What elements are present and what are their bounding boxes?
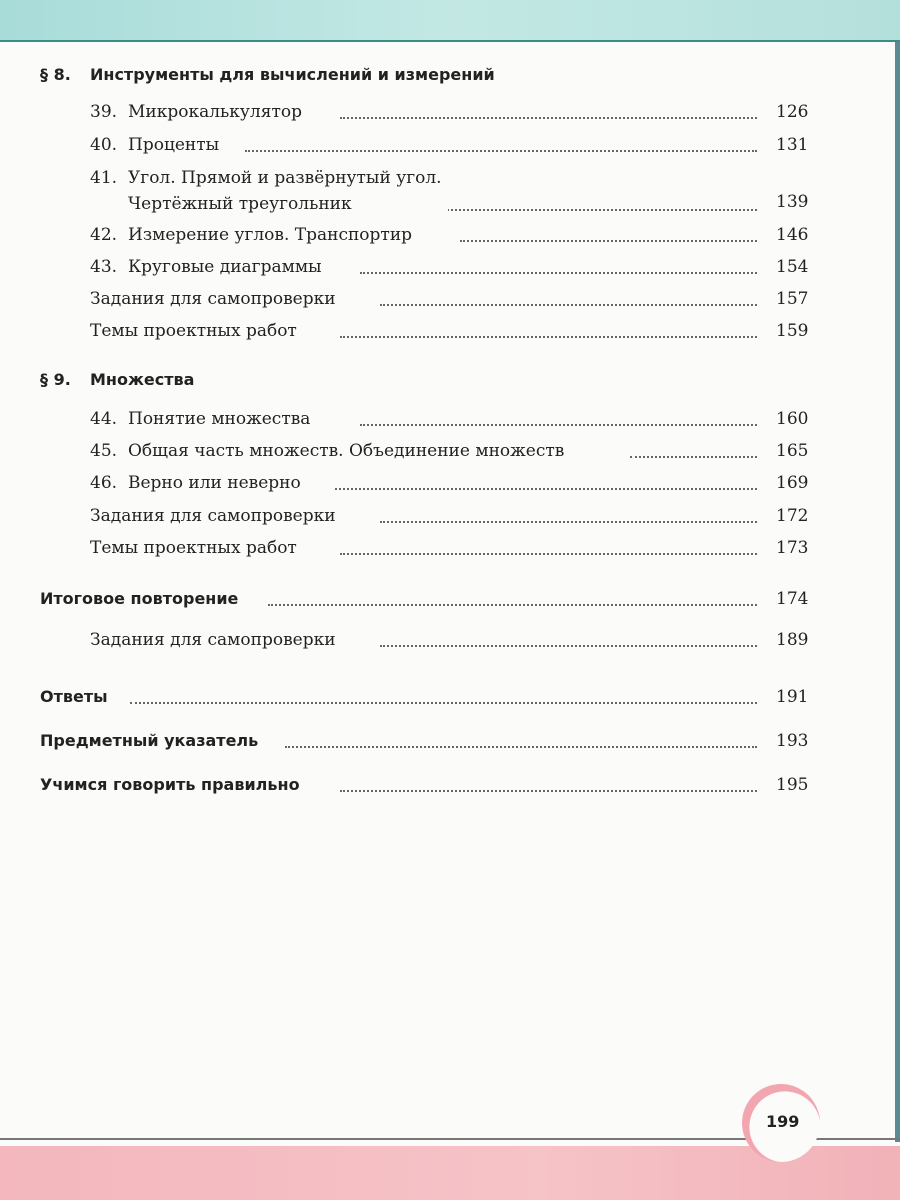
page-ref: 165 [776,441,809,461]
page-ref: 193 [776,731,809,751]
entry-text: Ответы [40,682,114,712]
dot-leader [268,604,757,606]
entry-text: 43. Круговые диаграммы [90,252,328,282]
toc-entry-46[interactable] [0,468,900,498]
toc-entry-final-self-check[interactable] [0,625,900,655]
dot-leader [380,304,757,306]
page-ref: 154 [776,257,809,277]
entry-text: Учимся говорить правильно [40,770,306,800]
page-ref: 172 [776,506,809,526]
entry-text: 46. Верно или неверно [90,468,307,498]
section-heading-9 [40,365,740,395]
dot-leader [130,702,757,704]
section-heading-8 [40,60,740,90]
toc-entry-45[interactable] [0,436,900,466]
dot-leader [380,521,757,523]
toc-entry-42[interactable] [0,220,900,250]
entry-text: 41. Угол. Прямой и развёрнутый угол. Чертёжный треугольник [90,165,448,217]
dot-leader [340,336,757,338]
toc-entry-projects-9[interactable] [0,533,900,563]
page-ref: 146 [776,225,809,245]
toc-entry-44[interactable] [0,404,900,434]
entry-text: 40. Проценты [90,130,225,160]
dot-leader [630,456,757,458]
entry-text: Задания для самопроверки [90,284,342,314]
section-title: Инструменты для вычислений и измерений [90,65,495,84]
toc-entry-index[interactable] [0,726,900,756]
dot-leader [335,488,757,490]
dot-leader [340,790,757,792]
section-title: Множества [90,370,195,389]
entry-text: Итоговое повторение [40,584,244,614]
toc-entry-39[interactable] [0,97,900,127]
entry-text: Задания для самопроверки [90,625,342,655]
entry-text: 45. Общая часть множеств. Объединение множеств [90,436,570,466]
dot-leader [340,553,757,555]
page-ref: 131 [776,135,809,155]
page-ref: 195 [776,775,809,795]
entry-text: 42. Измерение углов. Транспортир [90,220,418,250]
dot-leader [285,746,757,748]
page-ref: 189 [776,630,809,650]
toc-entry-self-check-8[interactable] [0,284,900,314]
entry-text: Предметный указатель [40,726,264,756]
page-ref: 139 [776,192,809,212]
page-ref: 174 [776,589,809,609]
page-ref: 160 [776,409,809,429]
dot-leader [360,424,757,426]
toc-entry-projects-8[interactable] [0,316,900,346]
entry-text: Темы проектных работ [90,533,303,563]
toc-entry-41[interactable] [0,163,900,219]
toc-entry-43[interactable] [0,252,900,282]
page-ref: 159 [776,321,809,341]
dot-leader [380,645,757,647]
toc-entry-speak-correctly[interactable] [0,770,900,800]
page-ref: 191 [776,687,809,707]
page-ref: 173 [776,538,809,558]
toc-entry-40[interactable] [0,130,900,160]
entry-text: Задания для самопроверки [90,501,342,531]
section-number: § 9. [40,370,71,389]
page-ref: 169 [776,473,809,493]
entry-text: Темы проектных работ [90,316,303,346]
entry-text: 44. Понятие множества [90,404,316,434]
dot-leader [360,272,757,274]
toc-entry-answers[interactable] [0,682,900,712]
dot-leader [340,117,757,119]
page-number: 199 [766,1112,806,1136]
page-ref: 157 [776,289,809,309]
toc-entry-final-review[interactable] [0,584,900,614]
dot-leader [460,240,757,242]
page-ref: 126 [776,102,809,122]
section-number: § 8. [40,65,71,84]
toc-entry-self-check-9[interactable] [0,501,900,531]
dot-leader [245,150,757,152]
entry-text: 39. Микрокалькулятор [90,97,308,127]
